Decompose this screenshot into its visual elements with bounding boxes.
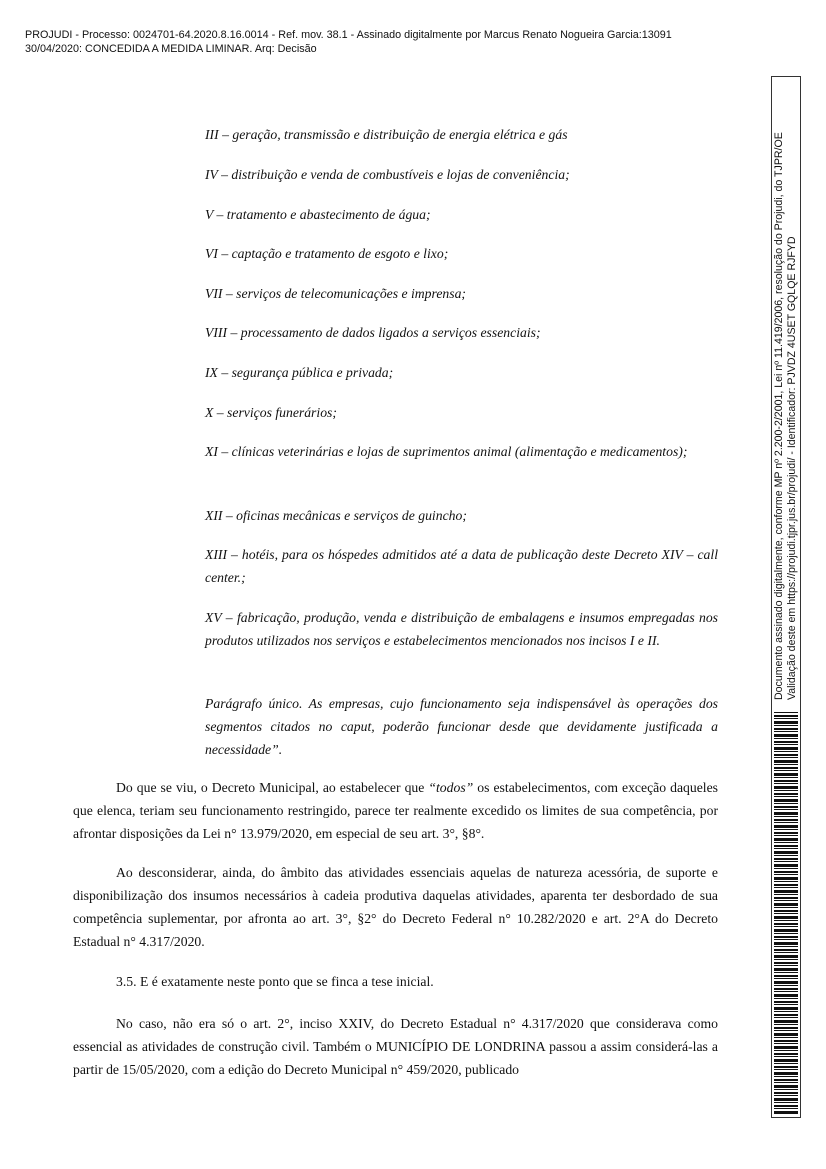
- document-header: [25, 28, 725, 56]
- quote-item: VII – serviços de telecomunicações e imprensa;: [205, 286, 466, 301]
- body-paragraph-4: No caso, não era só o art. 2°, inciso XXIV, do Decreto Estadual n° 4.317/2020 que considerava como essencial as atividades de construção civil. Também o MUNICÍPIO DE LONDRINA passou a assim considerá-las a partir de 15/05/2020, com a edição do Decreto Municipal n° 459/2020, publicado: [73, 1016, 718, 1077]
- quote-item: XI – clínicas veterinárias e lojas de suprimentos animal (alimentação e medicamentos);: [205, 444, 688, 459]
- quote-item: IX – segurança pública e privada;: [205, 365, 394, 380]
- quote-item: VI – captação e tratamento de esgoto e lixo;: [205, 246, 449, 261]
- header-line-1: PROJUDI - Processo: 0024701-64.2020.8.16.0014 - Ref. mov. 38.1 - Assinado digitalmente por Marcus Renato Nogueira Garcia:13091: [25, 29, 672, 41]
- quote-item: VIII – processamento de dados ligados a serviços essenciais;: [205, 325, 541, 340]
- body-paragraph-1: [73, 776, 718, 845]
- quote-item: XIII – hotéis, para os hóspedes admitidos até a data de publicação deste Decreto XIV – call center.;: [205, 547, 718, 585]
- quote-item: V – tratamento e abastecimento de água;: [205, 207, 431, 222]
- body-paragraph-3: 3.5. E é exatamente neste ponto que se finca a tese inicial.: [116, 974, 434, 989]
- quote-item: III – geração, transmissão e distribuição de energia elétrica e gás: [205, 127, 568, 142]
- p1-emphasis: “todos”: [428, 780, 474, 795]
- quote-item: IV – distribuição e venda de combustíveis e lojas de conveniência;: [205, 167, 570, 182]
- p1-text-after: os estabelecimentos, com exceção daqueles que elenca, teriam seu funcionamento restringido, parece ter realmente excedido os limites de sua competência, por afrontar disposições da Lei n° 13.979/2020, em especial de seu art. 3°, §8°.: [73, 780, 718, 841]
- body-paragraph-2: Ao desconsiderar, ainda, do âmbito das atividades essenciais aquelas de natureza acessória, de suporte e disponibilização dos insumos necessários à cadeia produtiva daquelas atividades, aparenta ter desbordado de sua competência suplementar, por afronta ao art. 3°, §2° do Decreto Federal n° 10.282/2020 e art. 2°A do Decreto Estadual n° 4.317/2020.: [73, 865, 718, 949]
- stamp-line-1: Documento assinado digitalmente, conforme MP nº 2.200-2/2001, Lei nº 11.419/2006, resolução do Projudi, do TJPR/OE: [773, 132, 785, 700]
- p1-text-before: Do que se viu, o Decreto Municipal, ao estabelecer que: [116, 780, 429, 795]
- quote-item: X – serviços funerários;: [205, 405, 337, 420]
- barcode: [774, 712, 798, 1114]
- quote-item: XII – oficinas mecânicas e serviços de guincho;: [205, 508, 467, 523]
- signature-stamp-text: [773, 100, 799, 700]
- stamp-line-2: Validação deste em https://projudi.tjpr.jus.br/projudi/ - Identificador: PJVDZ 4USET GQLQE RJFYD: [786, 236, 798, 700]
- header-line-2: 30/04/2020: CONCEDIDA A MEDIDA LIMINAR. Arq: Decisão: [25, 43, 317, 55]
- quote-paragraph-unico: Parágrafo único. As empresas, cujo funcionamento seja indispensável às operações dos segmentos citados no caput, poderão funcionar desde que devidamente justificada a necessidade”.: [205, 696, 718, 757]
- quote-item: XV – fabricação, produção, venda e distribuição de embalagens e insumos empregadas nos produtos utilizados nos serviços e estabelecimentos mencionados nos incisos I e II.: [205, 610, 718, 648]
